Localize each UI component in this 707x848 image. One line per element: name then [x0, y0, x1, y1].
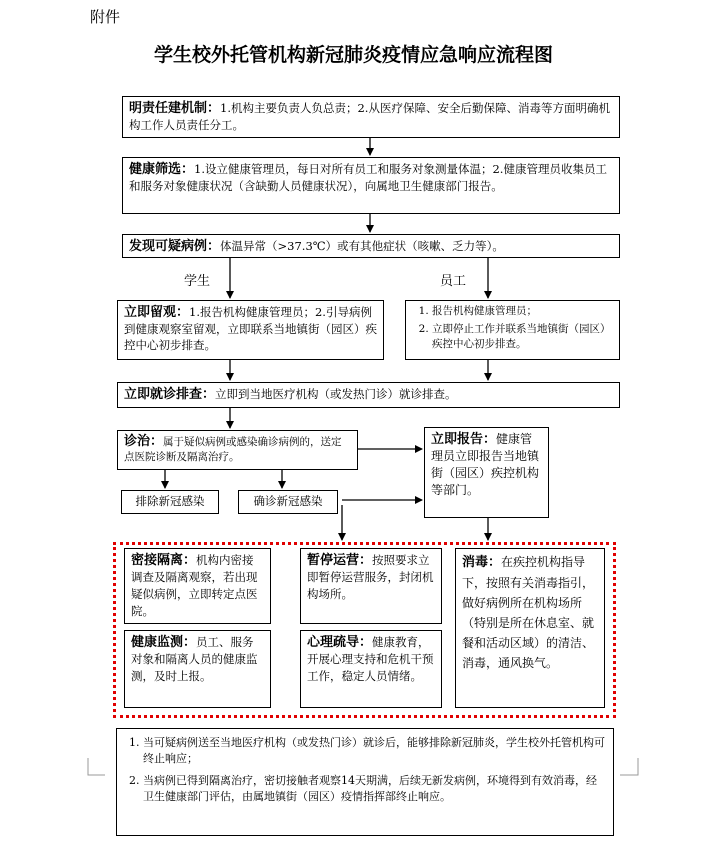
measure-disinfection — [455, 548, 605, 708]
step-responsibility-head: 明责任建机制： — [129, 101, 221, 116]
student-observation-box — [117, 300, 384, 360]
step-health-screening-text: 1.设立健康管理员，每日对所有员工和服务对象测量体温；2.健康管理员收集员工和服务对象健康状况（含缺勤人员健康状况），向属地卫生健康部门报告。 — [129, 162, 607, 193]
termination-notes-box — [116, 728, 614, 836]
termination-note-2: 2. 当病例已得到隔离治疗，密切接触者观察14天期满，后续无新发病例，环境得到有效消毒，经卫生健康部门评估，由属地镇街（园区）疫情指挥部终止响应。 — [143, 773, 605, 805]
diagnosis-head: 诊治： — [124, 434, 164, 449]
measure-disinfect-text: 在疾控机构指导下，按照有关消毒指引，做好病例所在机构场所（特别是所在休息室、就餐和活动区域）的清洁、消毒，通风换气。 — [462, 555, 595, 670]
measure-close-contact-isolation — [124, 548, 271, 624]
step-visit-hospital — [117, 382, 620, 408]
attachment-label: 附件 — [90, 8, 121, 26]
measure-psychological-counseling — [300, 630, 442, 708]
measure-isolation-text: 机构内密接调查及隔离观察，若出现疑似病例，立即转定点医院。 — [131, 553, 258, 618]
step-suspected-case-head: 发现可疑病例： — [129, 239, 221, 254]
measure-disinfect-head: 消毒： — [462, 555, 502, 570]
step-health-screening-head: 健康筛选： — [129, 162, 195, 177]
diagnosis-text: 属于疑似病例或感染确诊病例的，送定点医院诊断及隔离治疗。 — [124, 436, 342, 463]
measure-suspend-text: 按照要求立即暂停运营服务，封闭机构场所。 — [307, 553, 434, 601]
report-head: 立即报告： — [431, 432, 497, 447]
step-responsibility — [122, 96, 620, 138]
student-observation-text: 1.报告机构健康管理员；2.引导病例到健康观察室留观，立即联系当地镇街（园区）疾控中心初步排查。 — [124, 305, 377, 352]
step-suspected-case-text: 体温异常（>37.3℃）或有其他症状（咳嗽、乏力等）。 — [220, 239, 504, 253]
exclude-infection-box: 排除新冠感染 — [121, 490, 219, 514]
measure-monitor-head: 健康监测： — [131, 635, 197, 650]
measure-health-monitoring — [124, 630, 271, 708]
page-title: 学生校外托管机构新冠肺炎疫情应急响应流程图 — [153, 44, 553, 66]
measure-counsel-head: 心理疏导： — [307, 635, 373, 650]
confirm-infection-box: 确诊新冠感染 — [238, 490, 338, 514]
step-health-screening — [122, 157, 620, 214]
staff-action-box — [405, 300, 620, 360]
measure-suspend-operation — [300, 548, 442, 624]
step-responsibility-text: 1.机构主要负责人负总责；2.从医疗保障、安全后勤保障、消毒等方面明确机构工作人员责任分工。 — [129, 101, 610, 132]
measure-suspend-head: 暂停运营： — [307, 553, 373, 568]
student-observation-head: 立即留观： — [124, 305, 190, 320]
measure-monitor-text: 员工、服务对象和隔离人员的健康监测，及时上报。 — [131, 635, 258, 683]
step-suspected-case — [122, 234, 620, 258]
measure-counsel-text: 健康教育，开展心理支持和危机干预工作，稳定人员情绪。 — [307, 635, 434, 683]
branch-student-label: 学生 — [184, 274, 211, 289]
termination-note-1: 1. 当可疑病例送至当地医疗机构（或发热门诊）就诊后，能够排除新冠肺炎，学生校外托管机构可终止响应； — [143, 735, 605, 767]
report-box — [424, 427, 549, 518]
branch-staff-label: 员工 — [440, 274, 467, 289]
diagnosis-box — [117, 430, 358, 470]
measure-isolation-head: 密接隔离： — [131, 553, 197, 568]
staff-action-item-1: 1. 报告机构健康管理员； — [432, 304, 613, 319]
report-text: 健康管理员立即报告当地镇街（园区）疾控机构等部门。 — [431, 432, 540, 497]
staff-action-item-2: 2. 立即停止工作并联系当地镇街（园区）疾控中心初步排查。 — [432, 322, 613, 352]
step-visit-hospital-text: 立即到当地医疗机构（或发热门诊）就诊排查。 — [215, 387, 457, 401]
step-visit-hospital-head: 立即就诊排查： — [124, 387, 216, 402]
